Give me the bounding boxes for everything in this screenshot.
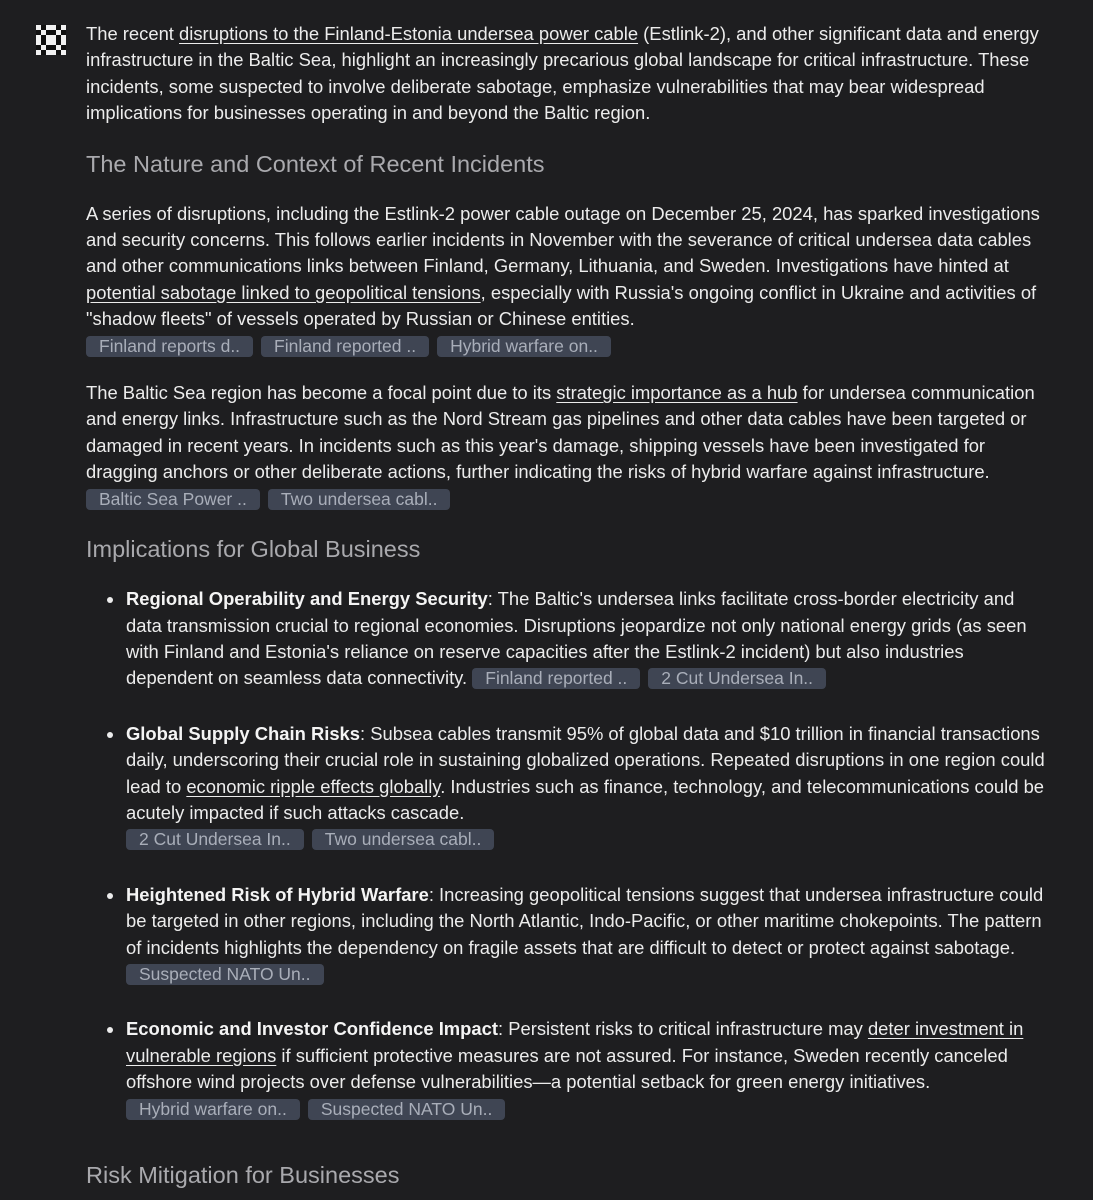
- bullet-title: Global Supply Chain Risks: [126, 722, 361, 744]
- bullet-title: Economic and Investor Confidence Impact: [126, 1018, 498, 1040]
- bullet-text: : Subsea cables transmit 95% of global data and $10 trillion in financial transactions daily, underscoring their crucial role in sustaining globalized operations. Repeated disruptions in one region could lead to: [126, 722, 1045, 797]
- section-heading-incidents: The Nature and Context of Recent Incidents: [86, 150, 545, 177]
- intro-text-1: The recent: [86, 23, 180, 44]
- source-chip[interactable]: Finland reports d..: [86, 336, 253, 357]
- estlink-disruption-link[interactable]: disruptions to the Finland-Estonia undersea power cable: [179, 23, 639, 44]
- incidents-text-1: A series of disruptions, including the Estlink-2 power cable outage on December 25, 2024, has sparked investigations and security concerns. This follows earlier incidents in November with the severance of critical undersea data cables and other communications links between Finland, Germany, Lithuania, and Sweden. Investigations have hinted at: [86, 202, 1040, 277]
- source-chip[interactable]: Suspected NATO Un..: [126, 964, 324, 985]
- baltic-text-2: for undersea communication and energy links. Infrastructure such as the Nord Stream gas pipelines and other data cables have been targeted or damaged in recent years. In incidents such as this year's damage, shipping vessels have been investigated for dragging anchors or other deliberate actions, further indicating the risks of hybrid warfare against infrastructure.: [86, 382, 1035, 483]
- implications-list: [106, 586, 1046, 1122]
- bullet-text-2: if sufficient protective measures are not assured. For instance, Sweden recently canceled offshore wind projects over defense vulnerabilities—a potential setback for green energy initiatives.: [126, 1044, 1008, 1093]
- message-content: [86, 18, 1046, 1190]
- source-chip[interactable]: Baltic Sea Power ..: [86, 489, 260, 510]
- bullet-title: Regional Operability and Energy Security: [126, 588, 488, 610]
- list-item: [106, 1016, 1046, 1122]
- list-item: [106, 882, 1046, 988]
- source-chip[interactable]: Hybrid warfare on..: [437, 336, 611, 357]
- section-heading-risk-mitigation: Risk Mitigation for Businesses: [86, 1162, 400, 1188]
- source-chip[interactable]: 2 Cut Undersea In..: [648, 668, 826, 689]
- source-chip[interactable]: Two undersea cabl..: [312, 829, 495, 850]
- bullet-text-2: . Industries such as finance, technology, and telecommunications could be acutely impacted if such attacks cascade.: [126, 775, 1045, 823]
- incidents-paragraph-1: [86, 201, 1046, 359]
- incidents-text-2: , especially with Russia's ongoing conflict in Ukraine and activities of "shadow fleets" of vessels operated by Russian or Chinese entities.: [86, 281, 1037, 330]
- bullet-title: Heightened Risk of Hybrid Warfare: [126, 883, 429, 905]
- bullet-text: : Increasing geopolitical tensions suggest that undersea infrastructure could be targeted in other regions, including the North Atlantic, Indo-Pacific, or other maritime chokepoints. The pattern of incidents highlights the dependency on fragile assets that are difficult to detect or protect against sabotage.: [126, 883, 1044, 958]
- source-chip[interactable]: Finland reported ..: [472, 668, 640, 689]
- section-heading-implications: Implications for Global Business: [86, 536, 421, 563]
- source-chip[interactable]: Hybrid warfare on..: [126, 1099, 300, 1120]
- source-chip[interactable]: Suspected NATO Un..: [308, 1099, 506, 1120]
- deter-investment-link[interactable]: deter investment in vulnerable regions: [126, 1018, 1024, 1066]
- bullet-text: : Persistent risks to critical infrastructure may: [497, 1018, 868, 1040]
- bullet-text: : The Baltic's undersea links facilitate cross-border electricity and data transmission crucial to regional economies. Disruptions jeopardize not only national energy grids (as seen with Finland and Estonia's reliance on reserve capacities after the Estlink-2 incident) but also industries dependent on seamless data connectivity.: [126, 588, 1027, 689]
- intro-text-2: (Estlink-2), and other significant data and energy infrastructure in the Baltic Sea, highlight an increasingly precarious global landscape for critical infrastructure. These incidents, some suspected to involve deliberate sabotage, emphasize vulnerabilities that may bear widespread implications for businesses operating in and beyond the Baltic region.: [86, 23, 1039, 124]
- assistant-logo-icon: [36, 25, 66, 55]
- source-chip[interactable]: Finland reported ..: [261, 336, 429, 357]
- strategic-hub-link[interactable]: strategic importance as a hub: [556, 382, 798, 404]
- baltic-text-1: The Baltic Sea region has become a focal point due to its: [86, 382, 557, 404]
- implications-list-wrapper: [86, 586, 1046, 1122]
- sabotage-link[interactable]: potential sabotage linked to geopolitical tensions: [86, 281, 481, 303]
- source-chip[interactable]: Two undersea cabl..: [268, 489, 451, 510]
- ripple-effects-link[interactable]: economic ripple effects globally: [186, 775, 441, 797]
- list-item: [106, 721, 1046, 853]
- source-chip[interactable]: 2 Cut Undersea In..: [126, 829, 304, 850]
- incidents-paragraph-2: [86, 380, 1046, 512]
- intro-paragraph: [86, 21, 1046, 127]
- list-item: [106, 586, 1046, 692]
